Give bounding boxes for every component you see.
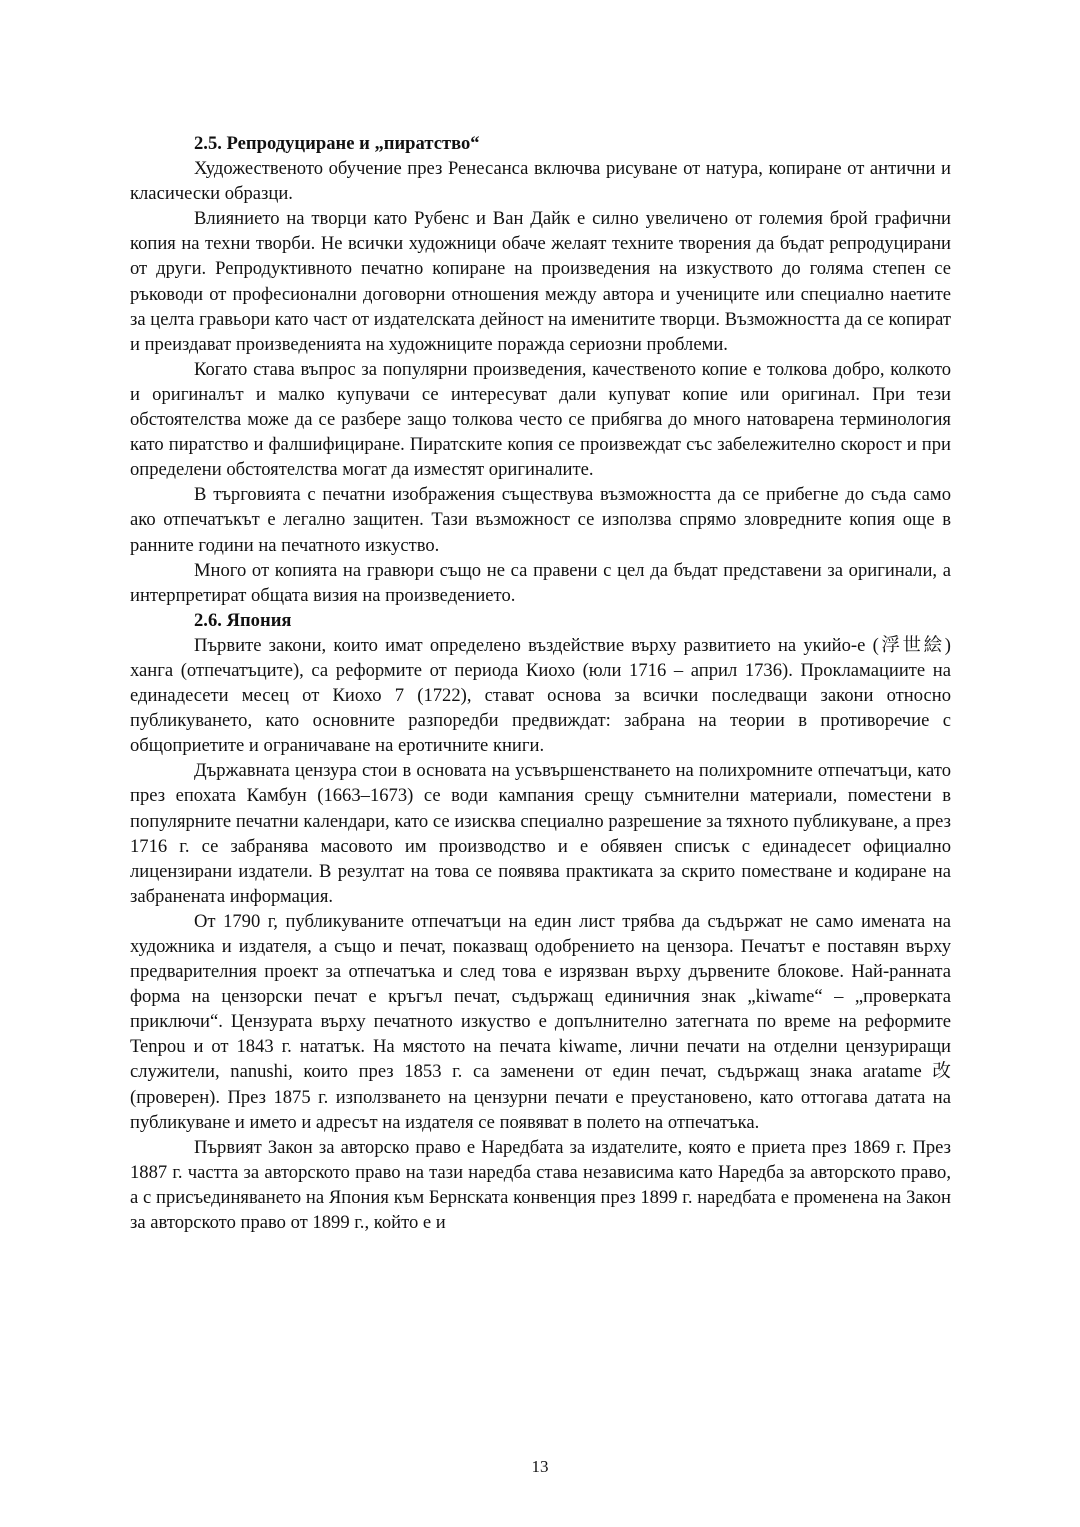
paragraph: Първите закони, които имат определено въздействие върху развитието на укийо-е (浮世絵) ханга (отпечатъците), са реформите от периода Киохо (юли 1716 – април 1736). Прокламациите на единадесети месец от Киохо 7 (1722), стават основа за всички последващи закони относно публикуването, като основните разпоредби предвиждат: забрана на теории в противоречие с общоприетите и ограничаване на еротичните книги. [130, 634, 951, 757]
paragraph: От 1790 г, публикуваните отпечатъци на един лист трябва да съдържат не само имената на художника и издателя, а също и печат, показващ одобрението на цензора. Печатът е поставян върху предварителния проект за отпечатъка и след това е изрязван върху дървените блокове. Най-ранната форма на цензорски печат е кръгъл печат, съдържащ единичния знак „kiwame“ – „проверката приключи“. Цензурата върху печатното изкуство е допълнително затегната по време на реформите Tenpou и от 1843 г. нататък. На мястото на печата kiwame, лични печати на отделни цензуриращи служители, nanushi, които през 1853 г. са заменени от един печат, съдържащ знака aratame 改(проверен). През 1875 г. използването на цензурни печати е преустановено, като оттогава датата на публикуване и името и адресът на издателя се появяват в полето на отпечатъка. [130, 910, 951, 1133]
paragraph: Художественото обучение през Ренесанса включва рисуване от натура, копиране от антични и класически образци. [130, 158, 951, 205]
section-heading-2-6: 2.6. Япония [194, 609, 292, 631]
section-heading-2-5: 2.5. Репродуциране и „пиратство“ [194, 133, 480, 154]
paragraph: Влиянието на творци като Рубенс и Ван Дайк е силно увеличено от големия брой графични копия на техни творби. Не всички художници обаче желаят техните творения да бъдат репродуцирани от други. Репродуктивното печатно копиране на произведения на изкуството до голяма степен се ръководи от професионални договорни отношения между автора и учениците или специално наетите за целта гравьори като част от издателската дейност на именитите творци. Възможността да се копират и преиздават произведенията на художниците поражда сериозни проблеми. [130, 208, 951, 355]
paragraph: Държавната цензура стои в основата на усъвършенстването на полихромните отпечатъци, като през епохата Камбун (1663–1673) се води кампания срещу съмнителни материали, поместени в популярните печатни календари, като се изисква специално разрешение за тяхното публикуване, а през 1716 г. се забранява масовото им производство и е обявяен списък с единадесет официално лицензирани издатели. В резултат на това се появява практиката за скрито поместване и кодиране на забранената информация. [130, 760, 951, 907]
paragraph: Когато става въпрос за популярни произведения, качественото копие е толкова добро, колкото и оригиналът и малко купувачи се интересуват дали купуват копие или оригинал. При тези обстоятелства може да се разбере защо толкова често се прибягва до много натоварена терминология като пиратство и фалшифициране. Пиратските копия се произвеждат със забележително скорост и при определени обстоятелства могат да изместят оригиналите. [130, 358, 951, 481]
page-content [130, 131, 951, 1235]
paragraph: Много от копията на гравюри също не са правени с цел да бъдат представени за оригинали, а интерпретират общата визия на произведението. [130, 559, 951, 606]
paragraph: В търговията с печатни изображения съществува възможността да се прибегне до съда само ако отпечатъкът е легално защитен. Тази възможност се използва спрямо зловредните копия още в ранните години на печатното изкуство. [130, 484, 951, 556]
page-number: 13 [531, 1457, 549, 1476]
paragraph: Първият Закон за авторско право е Наредбата за издателите, която е приета през 1869 г. През 1887 г. частта за авторското право на тази наредба става независима като Наредба за авторското право, а с присъединяването на Япония към Бернската конвенция през 1899 г. наредбата е променена на Закон за авторското право от 1899 г., който е и [130, 1136, 951, 1234]
